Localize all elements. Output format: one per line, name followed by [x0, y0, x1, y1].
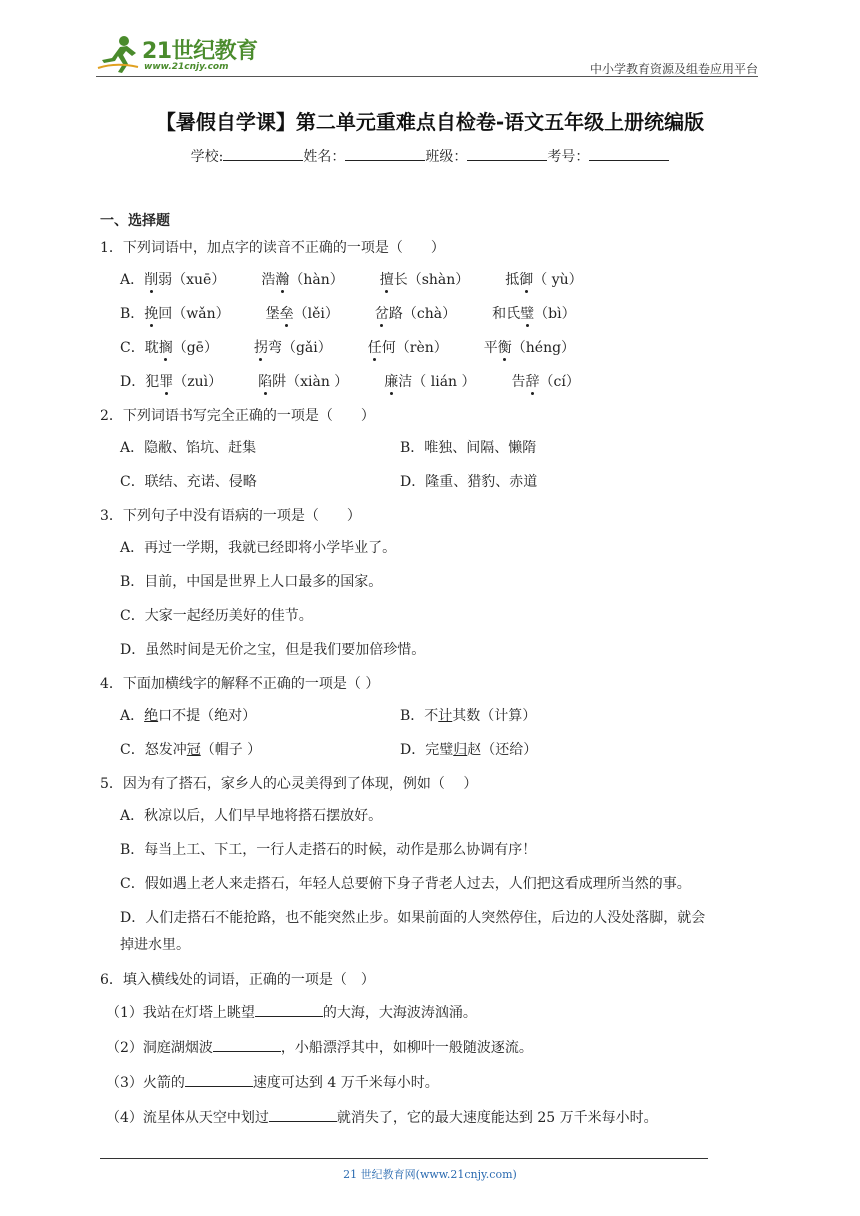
question-2-options-cd — [100, 472, 760, 492]
question-1-stem: 1．下列词语中，加点字的读音不正确的一项是（ ） — [100, 240, 445, 256]
question-1-option-b: B．挽回（wǎn） 堡垒（lěi） 岔路（chà） 和氏璧（bì） — [120, 306, 576, 322]
name-label: 姓名： — [303, 149, 346, 165]
runner-logo-icon — [96, 34, 140, 74]
question-content — [100, 210, 760, 1142]
fill-blank[interactable] — [185, 1072, 253, 1087]
question-5-option-d: D．人们走搭石不能抢路，也不能突然止步。如果前面的人突然停住，后边的人没处落脚，就会 — [120, 910, 706, 926]
student-info-line — [0, 146, 860, 166]
question-6-sentence-3: （3）火箭的 速度可达到 4 万千米每小时。 — [100, 1072, 760, 1093]
class-label: 班级： — [425, 149, 468, 165]
question-4-options-cd — [100, 740, 760, 760]
page-header — [96, 32, 758, 78]
question-4-option-b: B．不计其数（计算） — [400, 708, 537, 724]
number-field[interactable] — [589, 148, 669, 161]
page-title: 【暑假自学课】第二单元重难点自检卷-语文五年级上册统编版 — [155, 110, 705, 134]
question-6-sentence-4: （4）流星体从天空中划过 就消失了，它的最大速度能达到 25 万千米每小时。 — [100, 1107, 760, 1128]
logo — [96, 32, 296, 76]
question-2-option-c: C．联结、充诺、侵略 — [120, 474, 257, 490]
question-2-option-d: D．隆重、猎豹、赤道 — [400, 474, 538, 490]
question-4-option-d: D．完璧归赵（还给） — [400, 742, 538, 758]
logo-brand: 21世纪教育 — [142, 39, 258, 64]
question-6-stem: 6．填入横线处的词语，正确的一项是（ ） — [100, 972, 375, 988]
class-field[interactable] — [467, 148, 547, 161]
question-2-option-a: A．隐敝、馅坑、赶集 — [120, 440, 257, 456]
question-4-stem: 4．下面加横线字的解释不正确的一项是（ ） — [100, 676, 380, 692]
question-5-option-d-continued: 掉进水里。 — [120, 937, 190, 953]
question-1-option-a: A．削弱（xuē） 浩瀚（hàn） 擅长（shàn） 抵御（ yù） — [120, 272, 583, 288]
question-1-option-d: D．犯罪（zuì） 陷阱（xiàn ） 廉洁（ lián ） 告辞（cí） — [120, 374, 580, 390]
question-5-option-a: A．秋凉以后，人们早早地将搭石摆放好。 — [120, 808, 383, 824]
name-field[interactable] — [345, 148, 425, 161]
header-tagline: 中小学教育资源及组卷应用平台 — [589, 62, 758, 76]
question-5-option-b: B．每当上工、下工，一行人走搭石的时候，动作是那么协调有序！ — [120, 842, 537, 858]
question-4-option-a: A．绝口不提（绝对） — [120, 708, 257, 724]
question-3-option-a: A．再过一学期，我就已经即将小学毕业了。 — [120, 540, 397, 556]
fill-blank[interactable] — [255, 1002, 323, 1017]
question-3-option-b: B．目前，中国是世界上人口最多的国家。 — [120, 574, 383, 590]
question-3-option-c: C．大家一起经历美好的佳节。 — [120, 608, 313, 624]
question-4-options-ab — [100, 706, 760, 726]
question-6-sentence-1: （1）我站在灯塔上眺望 的大海，大海波涛汹涌。 — [100, 1002, 760, 1023]
question-1-option-c: C．耽搁（gē） 拐弯（gǎi） 任何（rèn） 平衡（héng） — [120, 340, 576, 356]
question-2-options-ab — [100, 438, 760, 458]
question-2-option-b: B．唯独、间隔、懒隋 — [400, 440, 537, 456]
footer-link[interactable]: 21 世纪教育网(www.21cnjy.com) — [343, 1168, 517, 1181]
fill-blank[interactable] — [269, 1107, 337, 1122]
school-label: 学校: — [190, 149, 224, 165]
footer-divider — [100, 1158, 708, 1159]
question-3-stem: 3．下列句子中没有语病的一项是（ ） — [100, 508, 361, 524]
question-5-stem: 5．因为有了搭石，家乡人的心灵美得到了体现，例如（ ） — [100, 776, 478, 792]
school-field[interactable] — [223, 148, 303, 161]
question-4-option-c: C．怒发冲冠（帽子 ） — [120, 742, 262, 758]
number-label: 考号： — [547, 149, 590, 165]
fill-blank[interactable] — [213, 1037, 281, 1052]
section-heading: 一、选择题 — [100, 213, 170, 229]
header-divider — [96, 76, 758, 77]
question-2-stem: 2．下列词语书写完全正确的一项是（ ） — [100, 408, 375, 424]
question-5-option-c: C．假如遇上老人来走搭石，年轻人总要俯下身子背老人过去，人们把这看成理所当然的事。 — [120, 876, 691, 892]
question-6-sentence-2: （2）洞庭湖烟波 ，小船漂浮其中，如柳叶一般随波逐流。 — [100, 1037, 760, 1058]
question-3-option-d: D．虽然时间是无价之宝，但是我们要加倍珍惜。 — [120, 642, 426, 658]
logo-site: www.21cnjy.com — [144, 62, 229, 72]
